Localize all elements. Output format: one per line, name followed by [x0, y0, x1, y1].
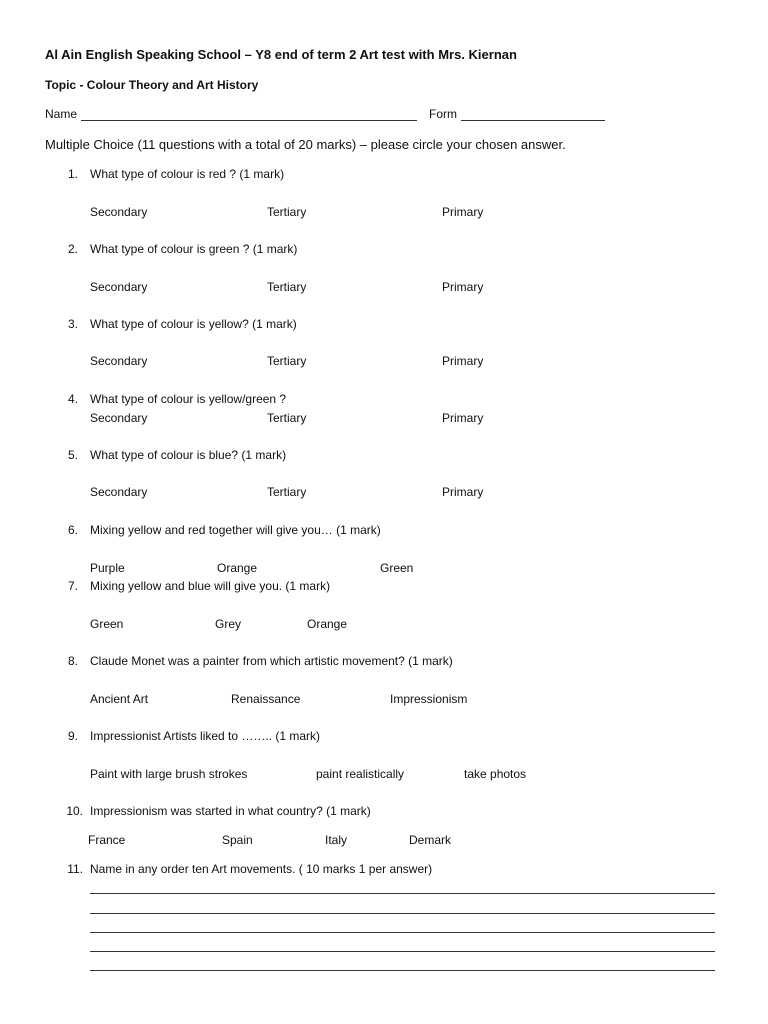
question-number: 1. [67, 167, 78, 181]
answer-option[interactable]: Tertiary [267, 205, 307, 219]
answer-option[interactable]: Green [90, 617, 124, 631]
answer-option[interactable]: paint realistically [316, 767, 405, 781]
answer-write-line[interactable] [90, 951, 715, 952]
answer-option[interactable]: Renaissance [231, 692, 301, 706]
question-number: 9. [67, 729, 78, 743]
answer-option[interactable]: Purple [90, 561, 125, 575]
answer-write-line[interactable] [90, 893, 715, 894]
answer-write-line[interactable] [90, 932, 715, 933]
question-text: Impressionist Artists liked to …….. (1 mark) [90, 729, 321, 743]
answer-option[interactable]: Secondary [90, 354, 148, 368]
question-number: 6. [67, 523, 78, 537]
question-text: What type of colour is green ? (1 mark) [90, 242, 298, 256]
answer-option[interactable]: Paint with large brush strokes [90, 767, 248, 781]
form-write-line[interactable] [461, 120, 605, 121]
answer-option[interactable]: Demark [409, 833, 452, 847]
answer-option[interactable]: Tertiary [267, 411, 307, 425]
answer-option[interactable]: Secondary [90, 485, 148, 499]
answer-option[interactable]: Tertiary [267, 280, 307, 294]
answer-option[interactable]: Italy [325, 833, 348, 847]
answer-option[interactable]: Tertiary [267, 485, 307, 499]
question-number: 10. [66, 804, 83, 818]
answer-option[interactable]: Primary [442, 411, 484, 425]
name-write-line[interactable] [81, 120, 417, 121]
question-number: 11. [67, 862, 83, 876]
question-text: Mixing yellow and red together will give you… (1 mark) [90, 523, 381, 537]
question-text: What type of colour is blue? (1 mark) [90, 448, 287, 462]
answer-option[interactable]: Grey [215, 617, 242, 631]
question-text: Name in any order ten Art movements. ( 10 marks 1 per answer) [90, 862, 433, 876]
question-number: 5. [67, 448, 78, 462]
answer-write-line[interactable] [90, 913, 715, 914]
name-label: Name [45, 107, 78, 121]
answer-option[interactable]: Primary [442, 354, 484, 368]
answer-option[interactable]: Primary [442, 280, 484, 294]
question-number: 8. [67, 654, 78, 668]
question-text: What type of colour is yellow/green ? [90, 392, 287, 406]
question-number: 2. [67, 242, 78, 256]
topic-line: Topic - Colour Theory and Art History [45, 78, 259, 92]
question-text: Mixing yellow and blue will give you. (1 mark) [90, 579, 331, 593]
question-number: 7. [67, 579, 78, 593]
document-title: Al Ain English Speaking School – Y8 end of term 2 Art test with Mrs. Kiernan [45, 47, 517, 62]
answer-option[interactable]: Secondary [90, 280, 148, 294]
answer-option[interactable]: Primary [442, 205, 484, 219]
question-text: What type of colour is yellow? (1 mark) [90, 317, 297, 331]
answer-write-line[interactable] [90, 970, 715, 971]
answer-option[interactable]: Impressionism [390, 692, 468, 706]
answer-option[interactable]: Orange [217, 561, 258, 575]
form-label: Form [429, 107, 457, 121]
answer-option[interactable]: Primary [442, 485, 484, 499]
answer-option[interactable]: Secondary [90, 205, 148, 219]
answer-option[interactable]: Orange [307, 617, 348, 631]
answer-option[interactable]: Green [380, 561, 414, 575]
answer-option[interactable]: France [88, 833, 126, 847]
answer-option[interactable]: take photos [464, 767, 527, 781]
question-number: 4. [67, 392, 78, 406]
answer-option[interactable]: Tertiary [267, 354, 307, 368]
answer-option[interactable]: Spain [222, 833, 253, 847]
answer-option[interactable]: Ancient Art [90, 692, 149, 706]
answer-option[interactable]: Secondary [90, 411, 148, 425]
instructions: Multiple Choice (11 questions with a total of 20 marks) – please circle your chosen answer. [45, 137, 566, 152]
question-text: Claude Monet was a painter from which artistic movement? (1 mark) [90, 654, 453, 668]
question-text: What type of colour is red ? (1 mark) [90, 167, 285, 181]
question-number: 3. [67, 317, 78, 331]
question-text: Impressionism was started in what country? (1 mark) [90, 804, 371, 818]
